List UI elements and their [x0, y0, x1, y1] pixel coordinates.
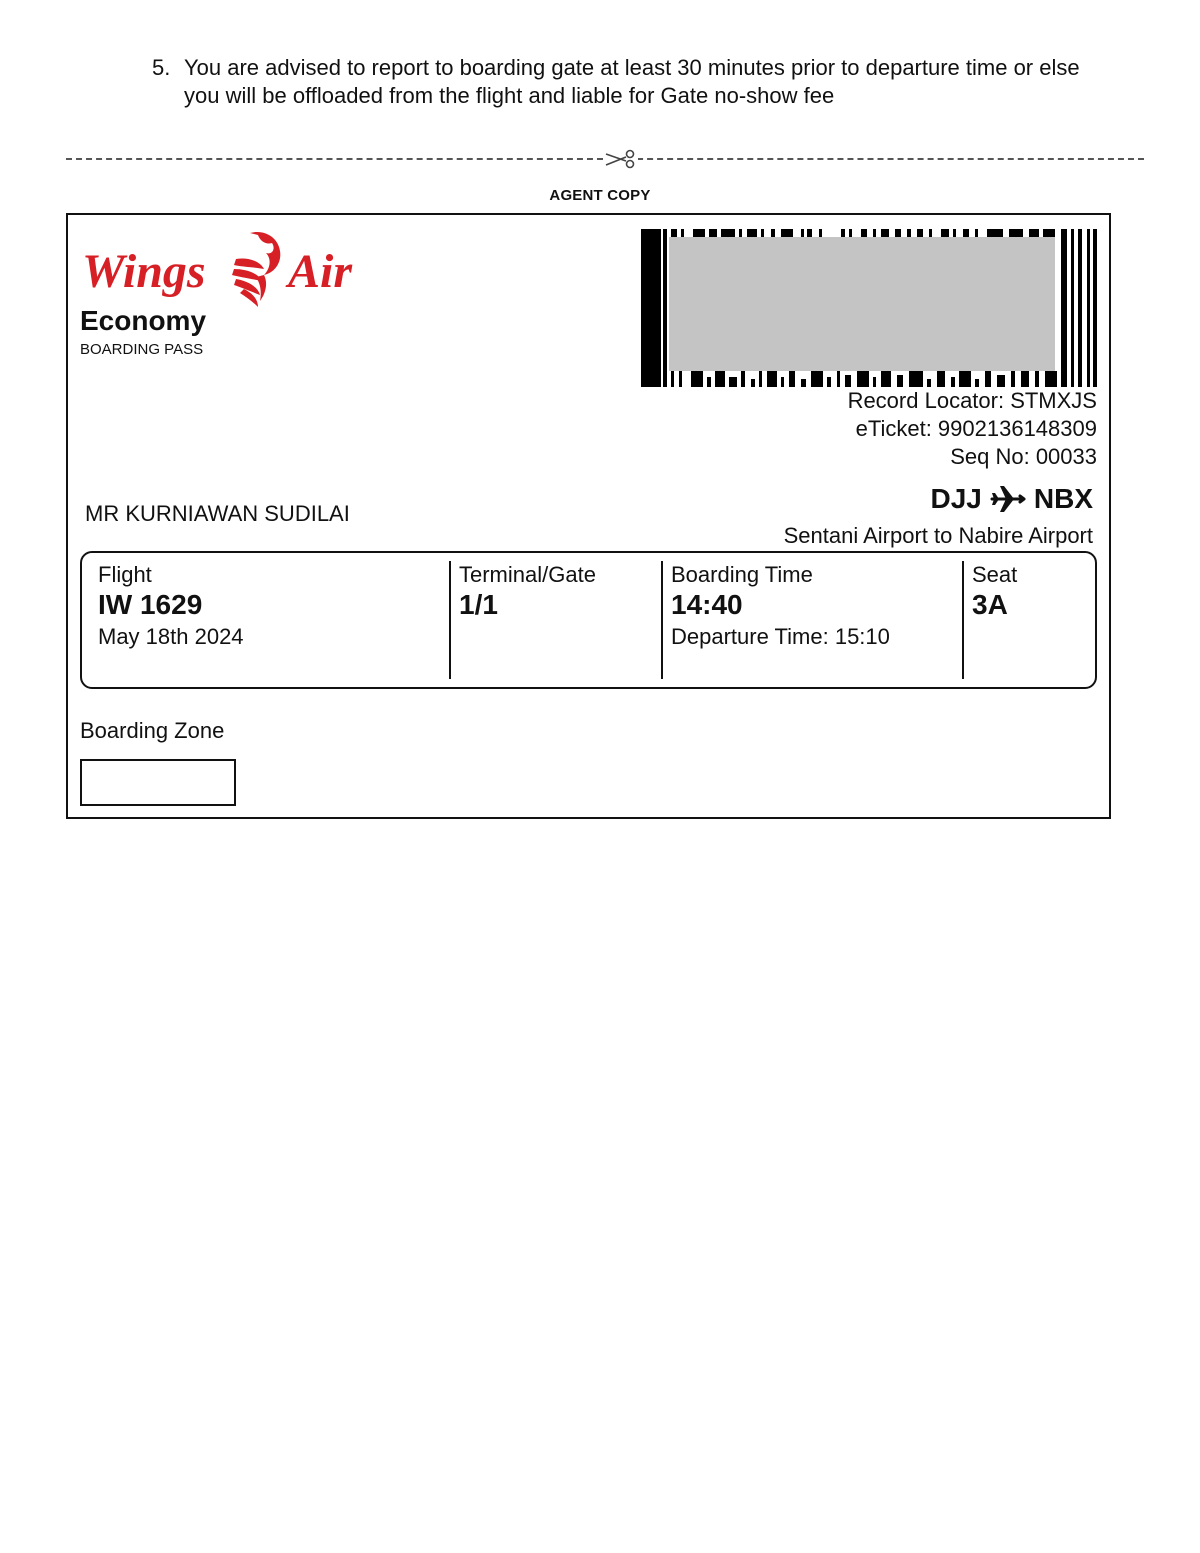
route-description: Sentani Airport to Nabire Airport [783, 523, 1093, 548]
flight-cell [90, 561, 448, 679]
boarding-time-label: Boarding Time [671, 562, 813, 587]
seat-cell [962, 561, 1092, 679]
note-number: 5. [152, 55, 171, 80]
svg-text:Air: Air [288, 245, 353, 298]
boarding-time-value: 14:40 [671, 589, 743, 620]
boarding-time-cell [661, 561, 961, 679]
flight-details-box [80, 551, 1097, 689]
boarding-zone-label: Boarding Zone [80, 718, 225, 743]
boarding-pass-label: BOARDING PASS [80, 341, 204, 358]
route-codes [931, 483, 1094, 515]
copy-label: AGENT COPY [549, 187, 651, 204]
gate-value: 1/1 [459, 589, 498, 620]
instruction-note [152, 54, 1112, 110]
note-text: You are advised to report to boarding gate at least 30 minutes prior to departure time or else you will be offloaded from the flight and liable for Gate no-show fee [184, 55, 1080, 108]
record-locator: Record Locator: STMXJS [847, 388, 1097, 413]
departure-time: Departure Time: 15:10 [671, 624, 890, 649]
sequence-number: Seq No: 00033 [950, 444, 1097, 469]
gate-label: Terminal/Gate [459, 562, 596, 587]
passenger-name: MR KURNIAWAN SUDILAI [85, 501, 350, 526]
flight-label: Flight [98, 562, 152, 587]
ticket-info [848, 387, 1097, 471]
svg-text:Wings: Wings [82, 245, 206, 298]
cabin-class: Economy [80, 305, 207, 336]
boarding-pass-card [66, 213, 1111, 819]
scissors-icon [604, 148, 638, 170]
seat-label: Seat [972, 562, 1018, 587]
barcode [641, 227, 1099, 389]
origin-code: DJJ [930, 483, 982, 514]
eticket-number: eTicket: 9902136148309 [855, 416, 1097, 441]
flight-number: IW 1629 [98, 589, 203, 620]
seat-value: 3A [972, 589, 1008, 620]
destination-code: NBX [1033, 483, 1093, 514]
flight-date: May 18th 2024 [98, 624, 244, 649]
airline-logo [80, 225, 380, 311]
gate-cell [449, 561, 661, 679]
airplane-icon [990, 484, 1026, 514]
boarding-zone-box [80, 759, 236, 806]
